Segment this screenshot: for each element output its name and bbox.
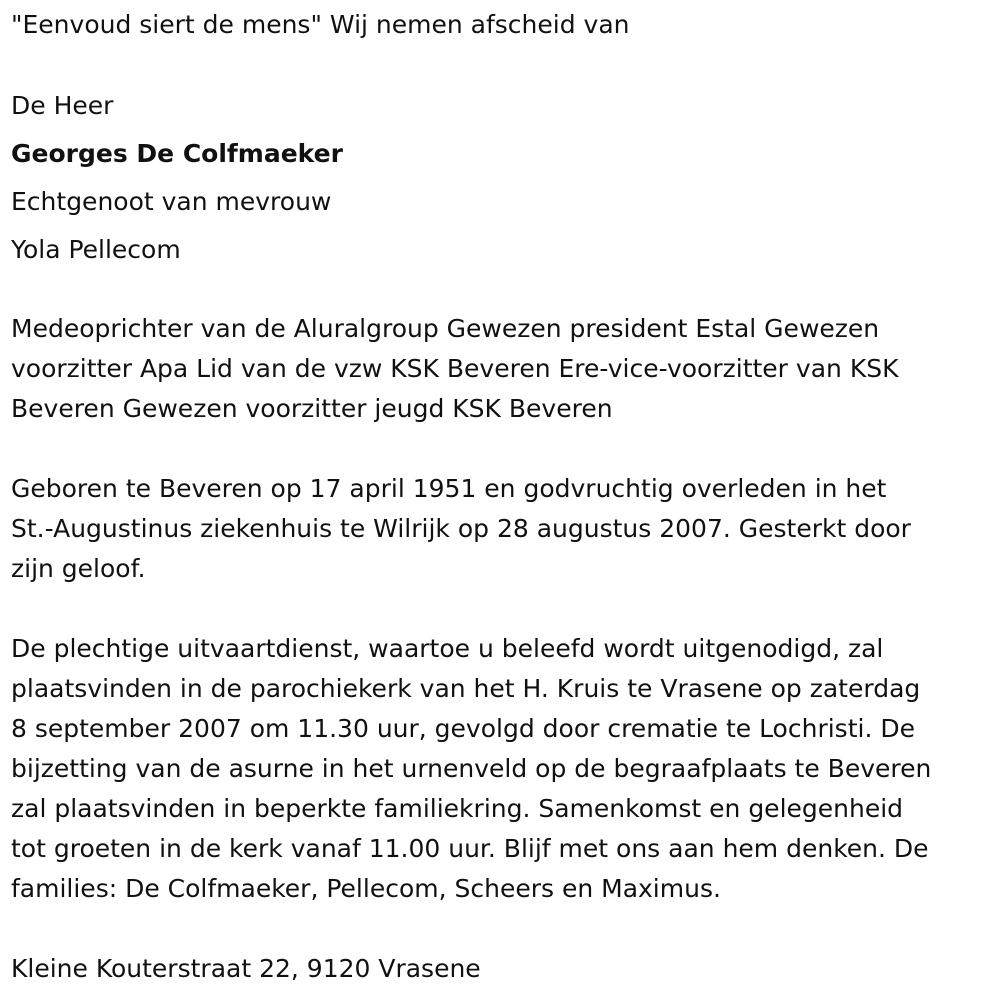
roles-line: Medeoprichter van de Aluralgroup Gewezen president Estal Gewezen — [11, 314, 880, 343]
funeral-paragraph — [11, 629, 993, 909]
address-line: Kleine Kouterstraat 22, 9120 Vrasene — [11, 954, 481, 983]
deceased-name: Georges De Colfmaeker — [11, 139, 343, 168]
intro-quote-line: "Eenvoud siert de mens" Wij nemen afscheid van — [11, 10, 630, 39]
birth-death-paragraph — [11, 469, 993, 589]
roles-line: Beveren Gewezen voorzitter jeugd KSK Beveren — [11, 394, 613, 423]
spouse-name: Yola Pellecom — [11, 235, 181, 264]
honorific-title: De Heer — [11, 91, 114, 120]
funeral-line: De plechtige uitvaartdienst, waartoe u beleefd wordt uitgenodigd, zal — [11, 634, 884, 663]
birth-death-line: St.-Augustinus ziekenhuis te Wilrijk op 28 augustus 2007. Gesterkt door — [11, 514, 911, 543]
roles-line: voorzitter Apa Lid van de vzw KSK Beveren Ere-vice-voorzitter van KSK — [11, 354, 899, 383]
funeral-line: zal plaatsvinden in beperkte familiekring. Samenkomst en gelegenheid — [11, 794, 904, 823]
funeral-line: families: De Colfmaeker, Pellecom, Scheers en Maximus. — [11, 874, 721, 903]
funeral-line: 8 september 2007 om 11.30 uur, gevolgd door crematie te Lochristi. De — [11, 714, 915, 743]
funeral-line: plaatsvinden in de parochiekerk van het H. Kruis te Vrasene op zaterdag — [11, 674, 921, 703]
funeral-line: tot groeten in de kerk vanaf 11.00 uur. Blijf met ons aan hem denken. De — [11, 834, 929, 863]
roles-paragraph — [11, 309, 993, 429]
funeral-line: bijzetting van de asurne in het urnenveld op de begraafplaats te Beveren — [11, 754, 932, 783]
spouse-label: Echtgenoot van mevrouw — [11, 187, 332, 216]
birth-death-line: zijn geloof. — [11, 554, 146, 583]
birth-death-line: Geboren te Beveren op 17 april 1951 en godvruchtig overleden in het — [11, 474, 887, 503]
